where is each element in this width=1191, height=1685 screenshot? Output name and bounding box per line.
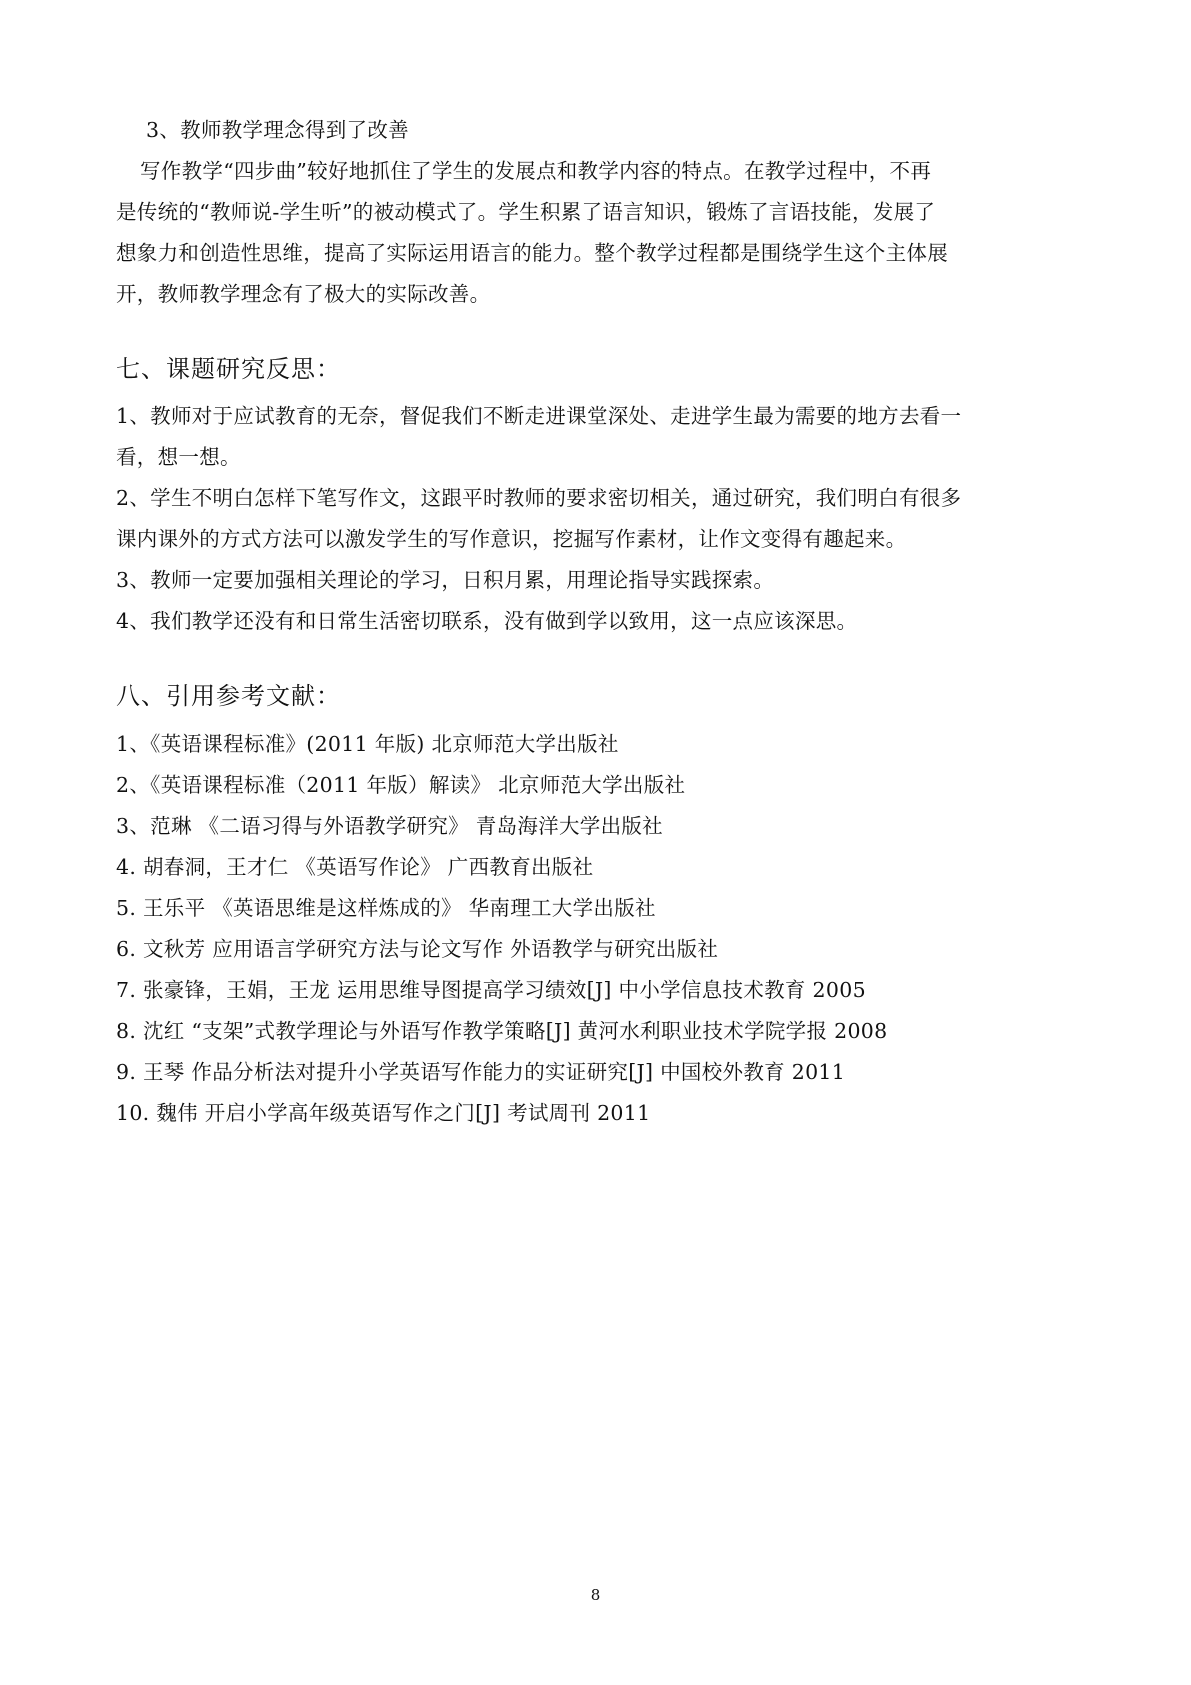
reference-item: 1、《英语课程标准》(2011 年版) 北京师范大学出版社	[116, 732, 619, 756]
reference-item: 3、范琳 《二语习得与外语教学研究》 青岛海洋大学出版社	[116, 814, 663, 838]
reference-item: 10. 魏伟 开启小学高年级英语写作之门[J] 考试周刊 2011	[116, 1101, 651, 1125]
paragraph-line: 写作教学“四步曲”较好地抓住了学生的发展点和教学内容的特点。在教学过程中，不再	[140, 159, 932, 183]
reference-item: 6. 文秋芳 应用语言学研究方法与论文写作 外语教学与研究出版社	[116, 937, 719, 961]
paragraph-line: 想象力和创造性思维，提高了实际运用语言的能力。整个教学过程都是围绕学生这个主体展	[116, 241, 948, 265]
reference-item: 5. 王乐平 《英语思维是这样炼成的》 华南理工大学出版社	[116, 896, 656, 920]
reflection-line: 看，想一想。	[116, 445, 241, 469]
reflection-line: 4、我们教学还没有和日常生活密切联系，没有做到学以致用，这一点应该深思。	[116, 609, 858, 633]
paragraph-line: 是传统的“教师说-学生听”的被动模式了。学生积累了语言知识，锻炼了言语技能，发展了	[116, 200, 936, 224]
reflection-line: 1、教师对于应试教育的无奈，督促我们不断走进课堂深处、走进学生最为需要的地方去看一	[116, 404, 962, 428]
reference-item: 9. 王琴 作品分析法对提升小学英语写作能力的实证研究[J] 中国校外教育 2011	[116, 1060, 846, 1084]
reflection-line: 3、教师一定要加强相关理论的学习，日积月累，用理论指导实践探索。	[116, 568, 775, 592]
section-heading-references: 八、引用参考文献：	[116, 682, 341, 710]
subsection-heading: 3、教师教学理念得到了改善	[146, 118, 409, 142]
reference-item: 4. 胡春洞，王才仁 《英语写作论》 广西教育出版社	[116, 855, 594, 879]
reference-item: 8. 沈红 “支架”式教学理论与外语写作教学策略[J] 黄河水利职业技术学院学报 2008	[116, 1019, 888, 1043]
reference-item: 7. 张豪锋，王娟，王龙 运用思维导图提高学习绩效[J] 中小学信息技术教育 2005	[116, 978, 866, 1002]
section-heading-reflection: 七、课题研究反思：	[116, 355, 341, 383]
paragraph-line: 开，教师教学理念有了极大的实际改善。	[116, 282, 491, 306]
reflection-line: 2、学生不明白怎样下笔写作文，这跟平时教师的要求密切相关，通过研究，我们明白有很多	[116, 486, 962, 510]
page-number: 8	[590, 1586, 601, 1604]
reflection-line: 课内课外的方式方法可以激发学生的写作意识，挖掘写作素材，让作文变得有趣起来。	[116, 527, 907, 551]
reference-item: 2、《英语课程标准（2011 年版）解读》 北京师范大学出版社	[116, 773, 686, 797]
